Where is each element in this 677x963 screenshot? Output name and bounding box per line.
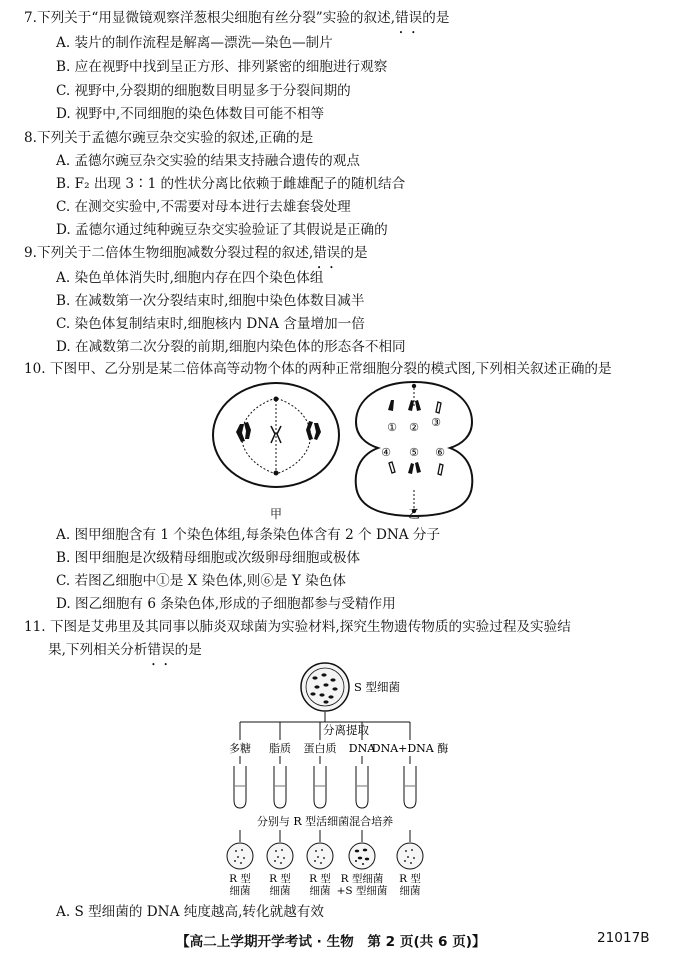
q9-option-d: D. 在减数第二次分裂的前期,细胞内染色体的形态各不相同 — [56, 339, 406, 355]
q9-emphasis: 错误 • • — [313, 243, 340, 263]
result-dish-5 — [397, 830, 423, 869]
result-dish-2 — [267, 830, 293, 869]
q11-stem-text: 果,下列相关分析 — [48, 642, 148, 658]
component-dna: DNA — [348, 742, 376, 755]
result-label-5 — [399, 872, 421, 897]
q10-stem: 10. 下图甲、乙分别是某二倍体高等动物个体的两种正常细胞分裂的模式图,下列相关叙述正确的是 — [24, 361, 612, 377]
q7-stem-text: 7.下列关于“用显微镜观察洋葱根尖细胞有丝分裂”实验的叙述, — [24, 10, 396, 26]
result-label-5-line1: R 型 — [399, 873, 421, 885]
q8-option-c: C. 在测交实验中,不需要对母本进行去雄套袋处理 — [56, 199, 351, 215]
q8-option-a: A. 孟德尔豌豆杂交实验的结果支持融合遗传的观点 — [56, 153, 360, 169]
q7-option-c: C. 视野中,分裂期的细胞数目明显多于分裂间期的 — [56, 83, 351, 99]
result-label-3-line1: R 型 — [309, 873, 331, 885]
q7-option-b: B. 应在视野中找到呈正方形、排列紧密的细胞进行观察 — [56, 59, 388, 75]
result-label-1-line2: 细菌 — [229, 885, 251, 897]
result-label-4-line1: R 型细菌 — [340, 873, 384, 885]
result-label-2-line1: R 型 — [269, 873, 291, 885]
q11-stem-line2 — [48, 640, 202, 660]
column-dna-dnase — [372, 722, 449, 808]
s-bacteria-label: S 型细菌 — [354, 680, 401, 694]
mix-label: 分别与 R 型活细菌混合培养 — [256, 815, 394, 828]
q9-option-c: C. 染色体复制结束时,细胞核内 DNA 含量增加一倍 — [56, 316, 365, 332]
q9-option-a: A. 染色单体消失时,细胞内存在四个染色体组 — [56, 270, 324, 286]
result-dish-4 — [349, 830, 375, 869]
component-lipid: 脂质 — [269, 742, 291, 755]
q11-stem-line1: 11. 下图是艾弗里及其同事以肺炎双球菌为实验材料,探究生物遗传物质的实验过程及实验结 — [24, 619, 571, 635]
result-dish-3 — [307, 830, 333, 869]
result-label-2-line2: 细菌 — [269, 885, 291, 897]
result-label-4 — [337, 872, 388, 897]
column-polysaccharide — [229, 722, 251, 808]
label-jia: 甲 — [270, 507, 283, 521]
s-bacteria-dish — [301, 663, 349, 711]
q7-stem-end: 的是 — [422, 10, 450, 26]
q9-option-b: B. 在减数第一次分裂结束时,细胞中染色体数目减半 — [56, 293, 365, 309]
chrom-label-3: ③ — [431, 416, 441, 429]
q8-option-b: B. F₂ 出现 3∶1 的性状分离比依赖于雌雄配子的随机结合 — [56, 176, 406, 192]
result-label-2 — [269, 872, 291, 897]
q10-option-a: A. 图甲细胞含有 1 个染色体组,每条染色体含有 2 个 DNA 分子 — [56, 527, 441, 543]
q8-option-d: D. 孟德尔通过纯种豌豆杂交实验验证了其假说是正确的 — [56, 222, 388, 238]
component-protein: 蛋白质 — [303, 742, 337, 755]
exam-code: 21017B — [597, 930, 650, 946]
q7-option-a: A. 装片的制作流程是解离—漂洗—染色—制片 — [56, 35, 333, 51]
result-label-3-line2: 细菌 — [309, 885, 331, 897]
cell-jia — [213, 383, 339, 487]
q10-option-d: D. 图乙细胞有 6 条染色体,形成的子细胞都参与受精作用 — [56, 596, 396, 612]
q11-stem-end: 的是 — [174, 642, 202, 658]
q7-option-d: D. 视野中,不同细胞的染色体数目可能不相等 — [56, 106, 325, 122]
chrom-label-2: ② — [409, 421, 419, 434]
q9-stem — [24, 243, 368, 263]
cell-yi — [356, 382, 473, 516]
component-polysaccharide: 多糖 — [229, 742, 251, 755]
q11-emphasis: 错误 • • — [147, 640, 174, 660]
result-label-1 — [229, 872, 251, 897]
q7-stem — [24, 8, 449, 28]
q10-option-b: B. 图甲细胞是次级精母细胞或次级卵母细胞或极体 — [56, 550, 361, 566]
result-label-1-line1: R 型 — [229, 873, 251, 885]
q9-stem-text: 9.下列关于二倍体生物细胞减数分裂过程的叙述, — [24, 245, 314, 261]
chrom-label-6: ⑥ — [435, 446, 445, 459]
chrom-label-5: ⑤ — [409, 446, 419, 459]
result-dish-1 — [227, 830, 253, 869]
component-dna-dnase: DNA+DNA 酶 — [371, 742, 449, 755]
result-label-4-line2: +S 型细菌 — [336, 885, 388, 897]
chrom-label-1: ① — [387, 421, 397, 434]
extract-label: 分离提取 — [323, 723, 369, 737]
page-footer: 【高二上学期开学考试 · 生物 第 2 页(共 6 页)】 — [176, 934, 486, 950]
q7-emphasis: 错误 • • — [395, 8, 422, 28]
label-yi: 乙 — [408, 507, 421, 521]
column-lipid — [269, 722, 291, 808]
avery-experiment-diagram — [225, 660, 450, 905]
result-label-3 — [309, 872, 331, 897]
q8-stem: 8.下列关于孟德尔豌豆杂交实验的叙述,正确的是 — [24, 130, 314, 146]
q10-option-c: C. 若图乙细胞中①是 X 染色体,则⑥是 Y 染色体 — [56, 573, 346, 589]
result-dishes — [227, 830, 423, 869]
result-label-5-line2: 细菌 — [399, 885, 421, 897]
chrom-label-4: ④ — [381, 446, 391, 459]
q9-stem-end: 的是 — [340, 245, 368, 261]
q11-option-a: A. S 型细菌的 DNA 纯度越高,转化就越有效 — [56, 904, 324, 920]
cell-division-diagram — [210, 378, 480, 518]
